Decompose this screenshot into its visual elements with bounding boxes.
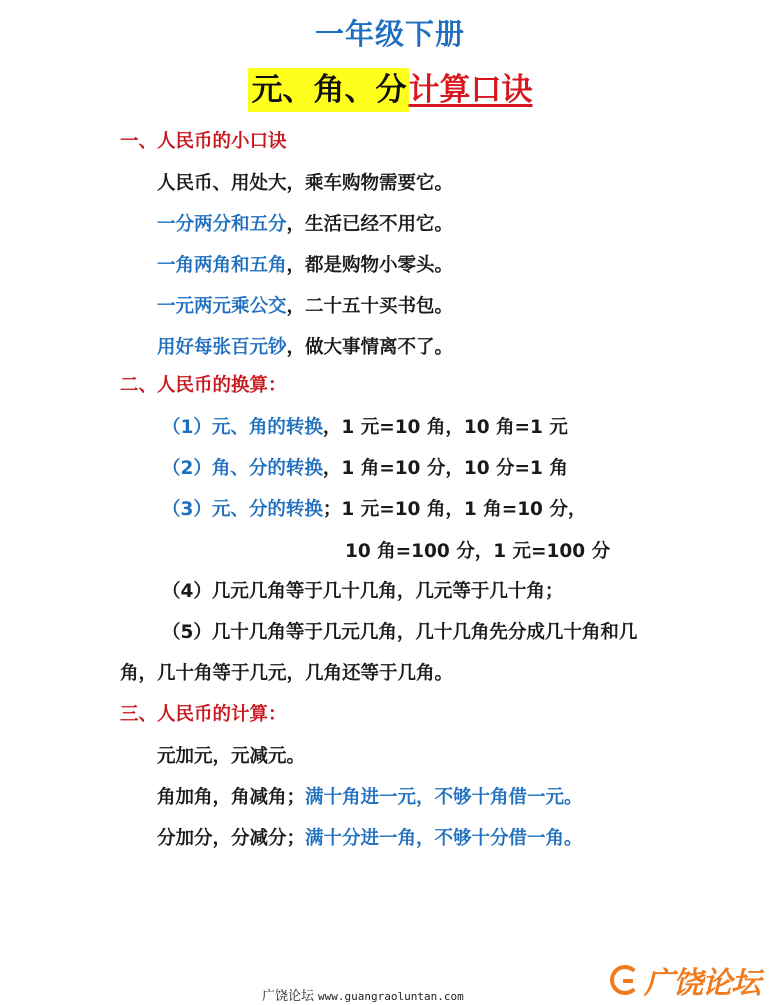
footer-watermark (262, 985, 464, 1004)
rhyme-line-2: 一分两分和五分，生活已经不用它。 (157, 214, 454, 235)
conversion-item-5-cont: 角，几十角等于几元，几角还等于几角。 (120, 663, 454, 684)
conversion-item-1: （1）元、角的转换，1 元=10 角，10 角=1 元 (162, 417, 568, 438)
section1-heading: 一、人民币的小口诀 (120, 131, 287, 152)
conversion-item-5: （5）几十几角等于几元几角，几十几角先分成几十角和几 (162, 622, 638, 643)
subtitle-highlight: 元、角、分 (248, 68, 409, 112)
page-title: 一年级下册 (314, 17, 465, 51)
subtitle-rest: 计算口诀 (408, 72, 533, 108)
conversion-item-3-cont: 10 角=100 分，1 元=100 分 (345, 541, 611, 562)
calc-line-3: 分加分，分减分；满十分进一角，不够十分借一角。 (157, 828, 583, 849)
rhyme-line-4: 一元两元乘公交，二十五十买书包。 (157, 296, 454, 317)
conversion-item-3: （3）元、分的转换；1 元=10 角，1 角=10 分， (162, 499, 587, 520)
calc-line-2: 角加角，角减角；满十角进一元，不够十角借一元。 (157, 787, 583, 808)
calc-line-1: 元加元，元减元。 (157, 746, 306, 767)
site-logo (610, 958, 760, 1002)
conversion-item-2: （2）角、分的转换，1 角=10 分，10 分=1 角 (162, 458, 568, 479)
section2-heading: 二、人民币的换算： (120, 375, 287, 396)
rhyme-line-3: 一角两角和五角，都是购物小零头。 (157, 255, 454, 276)
page-subtitle (0, 64, 780, 109)
conversion-item-4: （4）几元几角等于几十几角，几元等于几十角； (162, 581, 564, 602)
rhyme-line-1: 人民币、用处大，乘车购物需要它。 (157, 173, 454, 194)
footer-url[interactable]: www.guangraoluntan.com (318, 990, 464, 1003)
footer-site-name: 广饶论坛 (262, 989, 315, 1004)
logo-text: 广饶论坛 (644, 966, 760, 1001)
rhyme-line-5: 用好每张百元钞，做大事情离不了。 (157, 337, 454, 358)
section3-heading: 三、人民币的计算： (120, 704, 287, 725)
logo-g-icon (610, 965, 640, 995)
